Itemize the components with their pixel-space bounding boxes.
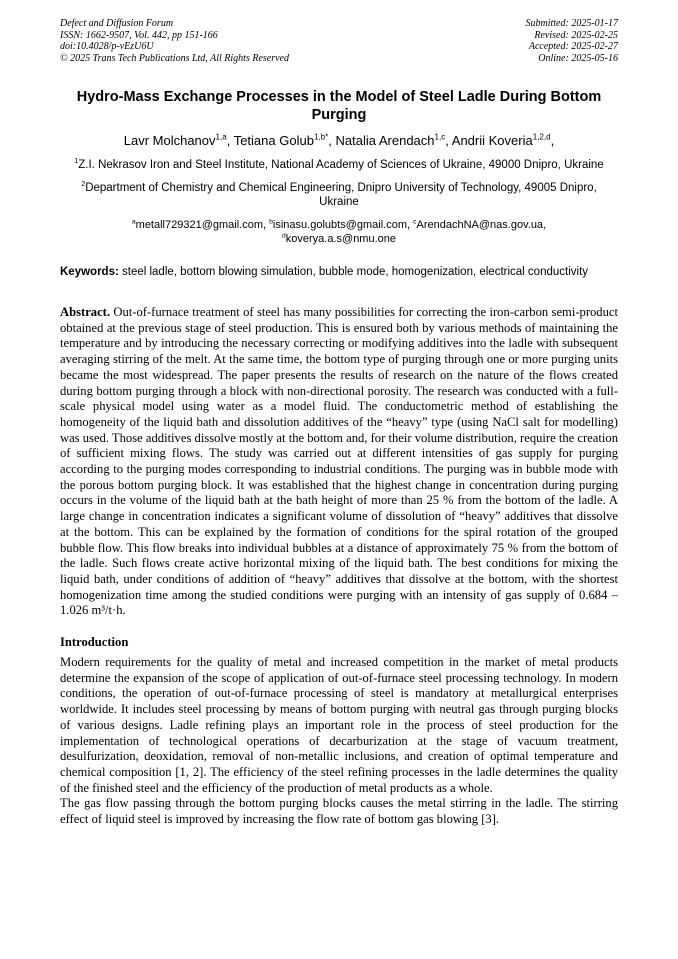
submitted-date: Submitted: 2025-01-17 [525,18,618,29]
author-superscript: 1,a [215,132,227,142]
affiliation-superscript: 1 [74,157,79,166]
email-separator: , [263,219,270,231]
author-name: Lavr Molchanov [123,133,216,148]
email-separator: , [543,219,547,231]
affiliation-1 [69,158,609,172]
issn-volume-line: ISSN: 1662-9507, Vol. 442, pp 151-166 [60,29,218,41]
keywords-text: steel ladle, bottom blowing simulation, bubble mode, homogenization, electrical conductivity [122,266,589,278]
abstract-text: Out-of-furnace treatment of steel has many possibilities for correcting the iron-carbon semi-product obtained at the previous stage of steel production. This is ensured both by various methods of maintaining the temperature and by introducing the necessary correcting or modifying additives into the ladle with subsequent averaging stirring of the melt. At the same time, the bottom type of purging through one or more purging units became the most widespread. The paper presents the results of research on the nature of the flows created during bottom purging through a block with non-directional porosity. The research was conducted with a full-scale physical model using water as a model fluid. The conductometric method of establishing the homogeneity of the liquid bath and dissolution additives of the “heavy” type (using NaCl salt for modelling) was used. Those additives dissolve mostly at the bottom and, for their volume distribution, require the creation of sufficient mixing flows. The study was carried out at different intensities of gas supply for purging according to the purging modes corresponding to industrial conditions. The purging was in bubble mode with the porous bottom purging block. It was established that the highest change in concentration during purging occurs in the volume of the liquid bath at the bath height of more than 25 % from the bottom of the ladle. A large change in concentration indicates a significant volume of dissolution of “heavy” additives that dissolve at the bottom. This can be explained by the formation of conditions for the spiral rotation of the grouped bubble flow. This flow breaks into individual bubbles at a distance of approximately 75 % from the bottom of the ladle. Such flows create active horizontal mixing of the liquid bath. The best conditions for mixing the liquid bath, under conditions of addition of “heavy” additives that dissolve at the bottom, with the shortest homogenization time among the studied conditions were purging with an intensity of gas supply of 0.684 – 1.026 m³/t·h. [60,305,618,618]
author-separator: , [445,133,452,148]
submission-dates [526,18,619,64]
section-heading-introduction: Introduction [60,635,129,650]
intro-paragraph-2: The gas flow passing through the bottom purging blocks causes the metal stirring in the ladle. The stirring effect of liquid steel is improved by increasing the flow rate of bottom gas blowing [3]. [60,796,618,827]
abstract-label: Abstract. [60,305,111,319]
paper-title: Hydro-Mass Exchange Processes in the Model of Steel Ladle During Bottom Purging [76,89,602,123]
author-superscript: 1,c [434,132,446,142]
copyright-line: © 2025 Trans Tech Publications Ltd, All Rights Reserved [60,52,289,64]
author-separator: , [550,133,555,148]
email-superscript: d [281,231,286,239]
intro-paragraph-1: Modern requirements for the quality of metal and increased competition in the market of metal products determine the expansion of the scope of application of out-of-furnace steel processing technology. In modern conditions, the operation of out-of-furnace processing of steel is mandatory at metallurgical enterprises worldwide. It includes steel processing by means of bottom purging with neutral gas through purging blocks of various designs. Ladle refining plays an important role in the process of steel production for the implementation of technological operations of decarburization at the stage of vacuum treatment, desulfurization, deoxidation, removal of non-metallic inclusions, and creation of optimal temperature and chemical composition [1, 2]. The efficiency of the steel refining processes in the ladle determines the quality of the finished steel and the efficiency of the production of metal products as a whole. [60,655,618,795]
email-superscript: a [131,218,136,226]
online-date: Online: 2025-05-16 [538,52,618,64]
email-superscript: c [413,218,417,226]
email-address: koverya.a.s@nmu.one [285,232,397,245]
abstract-paragraph [60,305,618,619]
author-name: Natalia Arendach [335,133,435,148]
affiliation-text: Department of Chemistry and Chemical Engineering, Dnipro University of Technology, 49005 Dnipro, Ukraine [85,182,597,208]
author-superscript: 1,b* [313,132,329,142]
affiliation-superscript: 2 [81,180,86,189]
emails-line [104,219,574,246]
revised-date: Revised: 2025-02-25 [534,29,618,41]
journal-info [60,18,289,64]
author-name: Andrii Koveria [451,133,533,148]
keywords-line [60,265,618,279]
accepted-date: Accepted: 2025-02-27 [528,41,618,52]
affiliation-text: Z.I. Nekrasov Iron and Steel Institute, National Academy of Sciences of Ukraine, 49000 Dnipro, Ukraine [78,159,604,171]
email-address: isinasu.golubts@gmail.com [272,219,407,231]
keywords-label: Keywords: [60,266,119,278]
journal-name: Defect and Diffusion Forum [60,18,174,29]
journal-header [60,18,618,64]
author-superscript: 1,2,d [532,132,551,142]
affiliation-2 [69,181,609,209]
email-address: metall729321@gmail.com [135,219,263,231]
doi-line: doi:10.4028/p-vEzU6U [60,41,154,52]
email-superscript: b [269,218,273,226]
email-address: ArendachNA@nas.gov.ua [416,219,544,231]
email-separator: , [406,219,414,231]
author-separator: , [328,133,336,148]
author-separator: , [226,133,234,148]
author-name: Tetiana Golub [233,133,314,148]
authors-line [60,133,618,149]
